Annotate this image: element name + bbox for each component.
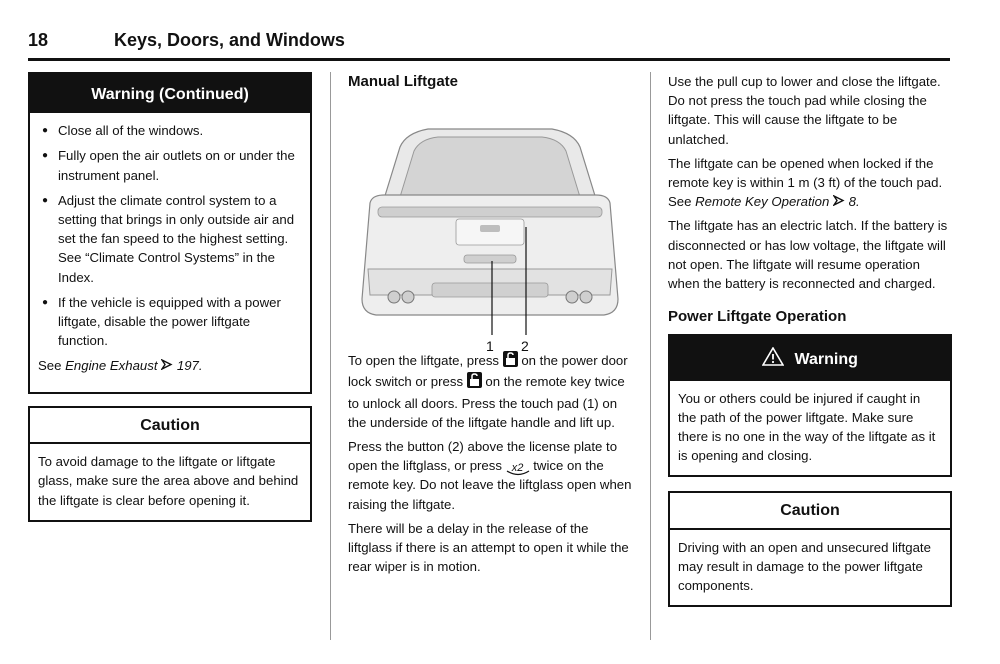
callout-2: 2 xyxy=(521,338,529,355)
unlock-icon xyxy=(467,372,482,393)
paragraph-pull-cup: Use the pull cup to lower and close the liftgate. Do not press the touch pad while closing the liftgate. This will cause the liftgate to be unlatched. xyxy=(668,74,941,147)
page-title: Keys, Doors, and Windows xyxy=(114,30,345,50)
warning-bullet-list xyxy=(38,121,302,350)
warning-continued-box xyxy=(28,72,312,394)
page-number: 18 xyxy=(28,30,49,50)
left-column xyxy=(28,72,312,522)
warning-continued-title: Warning (Continued) xyxy=(30,74,310,113)
vehicle-rear-image xyxy=(348,99,632,359)
caution-text: To avoid damage to the liftgate or liftgate glass, make sure the area above and behind the liftgate is clear before opening it. xyxy=(38,454,299,508)
bullet-item: ● Close all of the windows. xyxy=(38,121,302,140)
manual-liftgate-heading: Manual Liftgate xyxy=(348,73,459,90)
paragraph-wiper-delay: There will be a delay in the release of the liftglass if there is an attempt to open it while the rear wiper is in motion. xyxy=(348,520,629,575)
see-prefix: See xyxy=(38,358,66,374)
right-column xyxy=(668,72,952,607)
warning-triangle-icon xyxy=(762,347,784,371)
callout-1: 1 xyxy=(486,338,494,355)
warning-title: Warning xyxy=(794,350,858,368)
warning-box xyxy=(668,334,952,477)
column-divider xyxy=(650,72,651,640)
paragraph-locked-open: The liftgate can be opened when locked if the remote key is within 1 m (3 ft) of the touch pad. See Remote Key Operation 8. xyxy=(668,155,943,210)
arrow-icon xyxy=(161,358,173,373)
warning-text: You or others could be injured if caught in the path of the power liftgate. Make sure there is no one in the way of the liftgate as it is opening and closing. xyxy=(678,390,936,464)
warning-header xyxy=(670,336,950,380)
liftglass-icon: x2 xyxy=(506,459,530,475)
arrow-icon xyxy=(833,194,845,209)
see-reference: See Engine Exhaust 197. xyxy=(38,358,203,374)
bullet-item: ● Adjust the climate control system to a setting that brings in only outside air and set the fan speed to the highest setting. See “Climate Control Systems” in the Index. xyxy=(38,191,302,287)
caution-box xyxy=(28,406,312,522)
see-page-number: 197 xyxy=(176,358,199,374)
paragraph-electric-latch: The liftgate has an electric latch. If the battery is disconnected or has low voltage, the liftgate will not open. The liftgate will resume operation when the battery is reconnected and charged. xyxy=(668,218,948,292)
remote-key-operation-link[interactable]: Remote Key Operation xyxy=(695,194,830,210)
column-divider xyxy=(330,72,331,640)
paragraph-open-liftglass: Press the button (2) above the license plate to open the liftglass, or press x2 twice on the remote key. Do not leave the liftglass open when raising the liftgate. xyxy=(348,439,632,512)
bullet-item: ● Fully open the air outlets on or under the instrument panel. xyxy=(38,146,302,184)
caution-text: Driving with an open and unsecured liftgate may result in damage to the power liftgate components. xyxy=(678,539,931,594)
warning-continued-body xyxy=(30,113,310,385)
liftgate-illustration xyxy=(348,99,632,355)
paragraph-open-liftgate: To open the liftgate, press on the power door lock switch or press on the remote key twice to unlock all doors. Press the touch pad (1) on the underside of the liftgate handle and lift up. xyxy=(348,351,632,432)
power-liftgate-heading: Power Liftgate Operation xyxy=(668,308,847,326)
engine-exhaust-link[interactable]: Engine Exhaust xyxy=(65,358,158,374)
bullet-item: ● If the vehicle is equipped with a power liftgate, disable the power liftgate function. xyxy=(38,293,302,351)
page-header xyxy=(28,28,950,61)
caution-title: Caution xyxy=(30,408,310,444)
caution-title: Caution xyxy=(670,493,950,529)
middle-column xyxy=(348,72,632,581)
caution-box xyxy=(668,491,952,607)
